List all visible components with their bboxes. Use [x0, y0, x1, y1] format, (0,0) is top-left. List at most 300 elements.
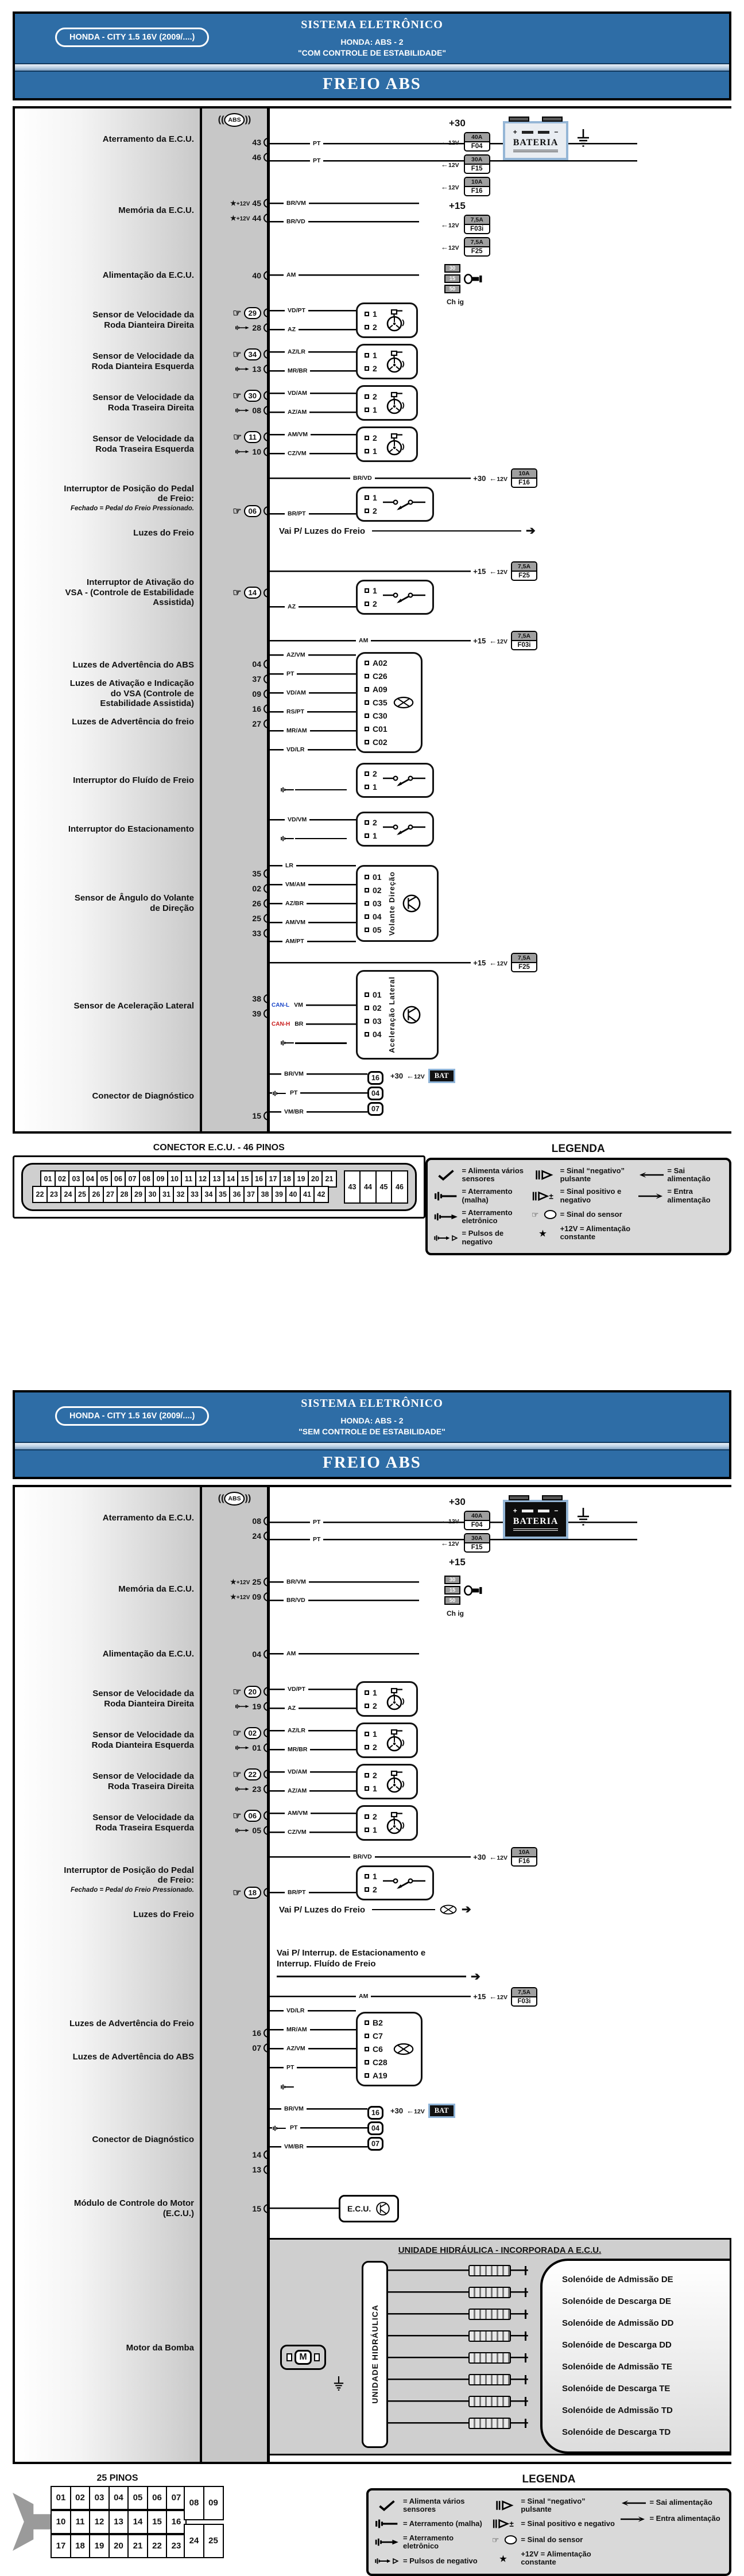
switch-icon: [383, 590, 425, 605]
sai-12v-arrow: ← 12V: [489, 959, 507, 967]
cluster-wires: [270, 2004, 356, 2094]
entra-arrow-icon: ➔: [526, 525, 536, 537]
entra-arrow-icon: ➔: [462, 1903, 471, 1916]
wire: AZ/LR: [270, 346, 356, 359]
diag-pin: 04: [367, 1087, 383, 1100]
wire-am: AM: [270, 268, 419, 283]
const-12v-icon: ★ +12V: [230, 1593, 250, 1601]
label-luzes-freio: Luzes do Freio: [133, 527, 194, 538]
pin-socket-icon: [264, 506, 269, 515]
earth-ground-icon: [333, 2376, 344, 2391]
ecu-pins-angulo: [202, 856, 270, 951]
connector-row-1: [51, 2486, 185, 2510]
ecu-pin-sinal: ☞ 02: [204, 1725, 267, 1740]
pin-square-icon: [365, 1032, 369, 1037]
pin-square-icon: [365, 740, 369, 744]
diag-pin: 16: [367, 1071, 383, 1085]
connector-pin: 14: [223, 1170, 239, 1188]
legend-item: = Entra alimentação: [638, 1188, 723, 1204]
pin-square-icon: [365, 1732, 369, 1736]
legend-icon: [433, 1190, 459, 1202]
ecu-pin-terra: 01: [204, 1740, 267, 1755]
legend: LEGENDA = Alimenta vários sensores = Aterramento (malha) = Aterramento eletrônico = Pulsos de negativo = Sinal “negativo” pulsante = Sinal positivo e negativo = Sinal do sensor +12V = Alimentação constante = Sai alimentação = Entra alimentação: [366, 2473, 731, 2576]
fuse-row: [441, 154, 490, 174]
ecu-pin: 16: [204, 2026, 267, 2040]
sensor-pins: 2 1: [365, 392, 377, 414]
connector-side-top: [184, 2486, 222, 2520]
ecu-pins-vsa: [202, 557, 270, 629]
solenoid-coils: [388, 2259, 540, 2454]
ign-terminal-30: 30: [444, 1576, 460, 1584]
wheel-sensor-icon: [383, 1687, 409, 1710]
fuse-f25: 7,5A F25: [511, 561, 537, 581]
connector-pin: 45: [375, 1170, 393, 1204]
pin-square-icon: [365, 449, 369, 453]
solenoid-names-panel: [540, 2259, 730, 2454]
legend-item: = Aterramento (malha): [374, 2518, 487, 2530]
wire-pt: PT: [270, 2121, 367, 2135]
diagnostic-connector-pins: [367, 1069, 383, 1118]
solenoid-name: Solenóide de Admissão TE: [562, 2362, 672, 2372]
wire-pt: PT: [270, 1532, 637, 1547]
wire-pt: PT: [270, 136, 637, 151]
legend-item: = Sinal “negativo” pulsante: [532, 1167, 634, 1184]
pin-square-icon: [365, 1690, 369, 1695]
pin-socket-icon: [264, 199, 269, 208]
wire: AZ/LR: [270, 1724, 356, 1738]
wire: VD/PT: [270, 304, 356, 318]
ecu-pin: ★ +12V 44: [204, 211, 267, 226]
wire-endcap: [525, 2266, 526, 2275]
legend-item: = Sinal positivo e negativo: [532, 1188, 634, 1204]
pin-square-icon: [365, 1874, 369, 1879]
page-title: SISTEMA ELETRÔNICO: [301, 18, 443, 31]
earth-ground-icon: [576, 1508, 590, 1526]
label-sensor-velocidade: Sensor de Velocidade da Roda Dianteira Esquerda: [13, 341, 202, 382]
pin-square-icon: [365, 509, 369, 513]
pin-square-icon: [365, 727, 369, 731]
wire: AM/PT: [270, 934, 356, 948]
ecu-pin: 24: [204, 1528, 267, 1543]
fuse-row: [441, 215, 490, 234]
wire-brvd: BR/VD +30 ← 12V 10A F16: [270, 471, 540, 486]
wire-brvd: BR/VD +30 ← 12V 10A F16: [270, 1849, 540, 1864]
pin-square-icon: [365, 312, 369, 316]
solenoid-coil-icon: [468, 2352, 511, 2364]
pin-square-icon: [365, 2020, 369, 2025]
sai-12v-arrow: ← 12V: [406, 2106, 425, 2115]
hand-signal-icon: ☞: [232, 1810, 242, 1821]
ecu-pins-fluido: [202, 759, 270, 802]
sai-12v-arrow: ← 12V: [489, 567, 507, 576]
ecu-pin: 27: [204, 716, 267, 731]
connector-side-bottom: [184, 2524, 222, 2558]
header-stripe: [15, 63, 729, 72]
pin-square-icon: [365, 1828, 369, 1832]
solenoid-coil-icon: [468, 2330, 511, 2342]
ecu-pin-terra: 23: [204, 1782, 267, 1797]
vai-luzes-freio: Vai P/ Luzes do Freio ➔: [277, 525, 731, 537]
legend-item: = Entra alimentação: [621, 2513, 723, 2525]
wire-line: [277, 1976, 466, 1977]
ecu-pin-terra: 19: [204, 1699, 267, 1714]
ground-malha-icon: [280, 2083, 295, 2091]
engine-ecu-box: E.C.U.: [339, 2195, 399, 2222]
connector-pin: 32: [173, 1186, 188, 1203]
label-vsa: Interruptor de Ativação do VSA - (Controle de Estabilidade Assistida): [13, 557, 202, 629]
pump-motor: [280, 2345, 326, 2370]
circuit-sensor: [270, 341, 731, 382]
legend-item: = Sinal do sensor: [532, 1209, 634, 1220]
hydraulic-heading: UNIDADE HIDRÁULICA - INCORPORADA A E.C.U.: [398, 2245, 602, 2255]
pin-socket-icon: [264, 1531, 269, 1541]
solenoid-name: Solenóide de Descarga TD: [562, 2427, 671, 2437]
bus-30: +30: [449, 118, 466, 129]
entra-arrow-icon: ➔: [471, 1970, 480, 1983]
fuse: 40A F04: [464, 1511, 490, 1530]
wheel-speed-sensor: [356, 344, 418, 379]
pin-socket-icon: [264, 1111, 269, 1120]
ecu-pin: 37: [204, 672, 267, 686]
brake-pedal-switch: 1 2: [356, 487, 434, 522]
can-h-label: CAN-H: [270, 1021, 292, 1027]
wire-az: AZ: [270, 600, 356, 614]
connector-pin: 16: [251, 1170, 267, 1188]
wire-endcap: [525, 2288, 526, 2297]
pin-socket-icon: [264, 391, 269, 400]
circuit-fluido: [270, 759, 731, 802]
pin-square-icon: [365, 1006, 369, 1010]
wire-brvd: BR/VD: [270, 1593, 419, 1608]
wire-vdvm: VD/VM: [270, 813, 356, 827]
connector-pin: 08: [184, 2486, 204, 2520]
abs-ecu-badge: (( ABS )): [218, 1492, 251, 1506]
fuse-row: [441, 177, 490, 196]
wire: VD/LR: [270, 2004, 356, 2018]
circuit-estacionamento: [270, 802, 731, 856]
pin-square-icon: [365, 1745, 369, 1749]
sensor-pins: 1 2: [365, 351, 377, 373]
connector-pin: 13: [209, 1170, 224, 1188]
diag-pin: 07: [367, 1102, 383, 1116]
connector-pin: 10: [51, 2510, 71, 2534]
ecu-pins-luzes: [202, 629, 270, 759]
sensor-chip-icon: [402, 1005, 421, 1025]
ecu-pin: 13: [204, 2162, 267, 2177]
connector-pin: 40: [285, 1186, 301, 1203]
connector-pin: 09: [203, 2486, 224, 2520]
wire: MR/AM: [270, 2023, 356, 2037]
ecu-pin-canh: 39: [204, 1006, 267, 1021]
ecu-pin-terra: 28: [204, 320, 267, 335]
label-sensor-velocidade: Sensor de Velocidade da Roda Traseira Esquerda: [13, 424, 202, 465]
legend-icon: [638, 1169, 664, 1181]
motor-terminal: [286, 2353, 292, 2361]
fuse-callout: +15 ← 12V 7,5A F03i: [471, 631, 540, 650]
connector-pin: 39: [272, 1186, 287, 1203]
legend-icon: [492, 2534, 517, 2546]
section-banner: FREIO ABS: [323, 1453, 421, 1472]
battery-terminal: [509, 117, 529, 122]
fuse: 30A F15: [464, 1533, 490, 1553]
fuse: 40A F04: [464, 132, 490, 152]
ecu-pin: 40: [204, 268, 267, 283]
sensor-wires: [270, 428, 356, 461]
wire-brvm: BR/VM: [270, 1574, 419, 1589]
sensor-wires: [270, 346, 356, 378]
fuse: 30A F15: [464, 154, 490, 174]
pump-motor-zone: [270, 2259, 362, 2454]
connector-pin: 13: [108, 2510, 129, 2534]
pin-square-icon: [365, 353, 369, 358]
legend-item: = Sinal do sensor: [492, 2534, 616, 2546]
wire-line: [295, 789, 347, 791]
ecu-pin-sinal: ☞ 06: [204, 503, 267, 518]
ecu-pin: 04: [204, 1647, 267, 1662]
ecu-pin: 15: [204, 1108, 267, 1123]
switch-icon: [383, 773, 425, 788]
connector-row-2: [32, 1186, 336, 1203]
pin-square-icon: [365, 1773, 369, 1778]
motor-terminal: [314, 2353, 320, 2361]
legend-icon: [621, 2513, 646, 2525]
wire: PT: [270, 667, 356, 681]
circuit-vsa: [270, 557, 731, 629]
solenoid-name: Solenóide de Descarga DD: [562, 2340, 672, 2350]
fuse-callout: +30 ← 12V 10A F16: [471, 468, 540, 488]
legend-icon: [492, 2552, 517, 2564]
pin-square-icon: [365, 495, 369, 500]
wire-loop: [270, 955, 540, 970]
header-stripe: [15, 1442, 729, 1450]
ecu-pin: 08: [204, 1514, 267, 1528]
sai-12v-arrow: ← 12V: [489, 1853, 507, 1861]
wire: MR/BR: [270, 1743, 356, 1757]
ignition-label: Ch ig: [447, 1609, 464, 1617]
solenoid-coil-row: [388, 2282, 540, 2303]
ecu-pin: 09: [204, 686, 267, 701]
pin-square-icon: [365, 602, 369, 606]
ignition-key-icon: [464, 1585, 483, 1596]
label-aceleracao: Sensor de Aceleração Lateral: [13, 951, 202, 1062]
pin-socket-icon: [264, 1826, 269, 1835]
sai-12v-arrow: ← 12V: [441, 1516, 459, 1525]
wire: AZ/VM: [270, 648, 356, 662]
hydraulic-unit-box: UNIDADE HIDRÁULICA: [362, 2261, 388, 2448]
fuse-f03i: 7,5A F03i: [511, 631, 537, 650]
pin-socket-icon: [264, 2028, 269, 2038]
fuse-f03i: 7,5A F03i: [511, 1987, 537, 2007]
ground-malha-icon: [280, 1039, 295, 1047]
legend-item: = Sai alimentação: [638, 1167, 723, 1184]
pin-socket-icon: [264, 1888, 269, 1897]
legend-item: +12V = Alimentação constante: [492, 2550, 616, 2567]
sensor-pins: 1 2: [365, 309, 377, 332]
ecu-pins-alimentacao: [202, 251, 270, 300]
pedal-switch-row: [270, 487, 731, 522]
hand-signal-icon: ☞: [232, 505, 242, 517]
connector-pin: 19: [89, 2534, 110, 2558]
page2-header: [13, 1390, 731, 1479]
connector-pin: 46: [391, 1170, 408, 1204]
connector-pin: 37: [243, 1186, 259, 1203]
wheel-sensor-icon: [383, 309, 409, 332]
const-12v-icon: ★ +12V: [230, 214, 250, 222]
legend-item: = Aterramento (malha): [433, 1188, 527, 1204]
wire: PT: [270, 2061, 356, 2075]
solenoid-coil-icon: [468, 2418, 511, 2429]
connector-pin: 03: [89, 2486, 110, 2510]
solenoid-coil-icon: [468, 2309, 511, 2320]
ecu-pin-terra: 10: [204, 444, 267, 459]
wire: MR/AM: [270, 724, 356, 738]
solenoid-coil-icon: [468, 2396, 511, 2407]
pin-socket-icon: [264, 1009, 269, 1018]
legend-icon: [374, 2518, 400, 2530]
ecu-pin: ★ +12V 09: [204, 1589, 267, 1604]
connector-pin: 22: [32, 1186, 48, 1203]
pin-socket-icon: [264, 350, 269, 359]
ground-malha-icon: [280, 786, 295, 794]
solenoid-coil-row: [388, 2325, 540, 2347]
pin-square-icon: [365, 1814, 369, 1819]
battery-mini: BAT: [428, 2104, 455, 2118]
wheel-speed-sensor: [356, 385, 418, 421]
connector-pin: 24: [60, 1186, 76, 1203]
connector-pin: 05: [96, 1170, 112, 1188]
connector-pin: 30: [145, 1186, 160, 1203]
pin-socket-icon: [264, 1811, 269, 1820]
ecu-pins-sensor: [202, 300, 270, 341]
pin-square-icon: [365, 785, 369, 789]
connector-pin: 28: [117, 1186, 132, 1203]
connector-pin: 36: [229, 1186, 245, 1203]
label-luzes-freio: Luzes do Freio: [133, 1909, 194, 1919]
label-estacionamento: Interruptor do Estacionamento: [13, 802, 202, 856]
sai-12v-arrow: ← 12V: [441, 138, 459, 146]
solenoid-coil-icon: [468, 2265, 511, 2276]
connector-pin: 02: [55, 1170, 70, 1188]
connector-pin: 11: [181, 1170, 196, 1188]
battery: [503, 121, 569, 160]
ecu-pin-terra: 13: [204, 362, 267, 377]
wheel-sensor-icon: [383, 1811, 409, 1834]
ecu-pin: 43: [204, 135, 267, 150]
label-sensor-velocidade: Sensor de Velocidade da Roda Traseira Direita: [13, 382, 202, 424]
connector-pin: 08: [139, 1170, 154, 1188]
connector-pin: 43: [344, 1170, 361, 1204]
ecu-pin-terra: 05: [204, 1823, 267, 1838]
wire-am-top: AM +15 ← 12V 7,5A F03i: [270, 633, 540, 648]
sai-12v-arrow: ← 12V: [489, 1992, 507, 2001]
bus-15: +15: [449, 200, 466, 211]
hand-signal-icon: ☞: [232, 1686, 242, 1697]
pin-square-icon: [365, 833, 369, 838]
circuit-pedal: [270, 465, 731, 557]
legend-item: = Sinal “negativo” pulsante: [492, 2497, 616, 2514]
wire-brvm: BR/VM: [270, 1068, 367, 1081]
pin-socket-icon: [264, 994, 269, 1003]
wire-endcap: [525, 2353, 526, 2362]
ecu-pins-memoria: [202, 170, 270, 251]
ecu-pin-terra: 08: [204, 403, 267, 418]
motor-icon: M: [294, 2350, 312, 2365]
solenoid-coil-row: [388, 2391, 540, 2412]
diag-wires: [270, 2102, 367, 2154]
pin-square-icon: [365, 700, 369, 705]
wheel-speed-sensor: [356, 426, 418, 462]
wire-line: [372, 530, 521, 532]
connector-pin: 17: [265, 1170, 281, 1188]
parking-brake-switch: 2 1: [356, 812, 434, 847]
instrument-cluster: B2 C7 C6 C28 A19: [356, 2012, 423, 2086]
wire: CZ/VM: [270, 1826, 356, 1840]
sensor-wires: [270, 387, 356, 420]
label-luzes: Luzes de Advertência do ABS Luzes de Ativação e Indicação do VSA (Controle de Estabilidade Assistida) Luzes de Advertência do freio: [13, 629, 202, 759]
ecu-pin-sinal: ☞ 20: [204, 1684, 267, 1699]
solenoid-name: Solenóide de Admissão DD: [562, 2318, 674, 2328]
wire-brpt: BR/PT: [270, 507, 356, 521]
connector-pin: 14: [127, 2510, 148, 2534]
connector-pin: 35: [215, 1186, 231, 1203]
connector-tab: [13, 2490, 51, 2554]
wire-brvd: BR/VD: [270, 214, 419, 229]
pin-square-icon: [365, 2047, 369, 2051]
ecu-pins-pedal: [202, 465, 270, 557]
circuit-angulo: [270, 856, 731, 951]
pin-socket-icon: [264, 2165, 269, 2174]
pin-socket-icon: [264, 588, 269, 598]
circuit-sensor: [270, 424, 731, 465]
wheel-speed-sensor: [356, 302, 418, 338]
solenoid-name: Solenóide de Descarga TE: [562, 2384, 671, 2393]
ecu-pin: 46: [204, 150, 267, 165]
ground-malha-icon: [280, 835, 295, 843]
sai-12v-arrow: ← 12V: [441, 220, 459, 229]
connector-pin: 38: [257, 1186, 273, 1203]
wire-line: [295, 1042, 347, 1044]
sai-12v-arrow: ← 12V: [441, 183, 459, 191]
pin-socket-icon: [264, 1728, 269, 1737]
legend-icon: [374, 2500, 400, 2511]
legend-item: +12V = Alimentação constante: [532, 1225, 634, 1242]
pin-socket-icon: [264, 1592, 269, 1601]
sai-12v-arrow: ← 12V: [406, 1072, 425, 1080]
electronic-ground-icon: [235, 1702, 250, 1710]
hand-signal-icon: ☞: [232, 390, 242, 401]
ecu-chip-icon: [375, 2201, 390, 2216]
connector-pin: 21: [321, 1170, 337, 1188]
wire: RS/PT: [270, 705, 356, 719]
wire-loop: [270, 564, 540, 579]
page-title: SISTEMA ELETRÔNICO: [301, 1397, 443, 1410]
connector-pin: 12: [89, 2510, 110, 2534]
ecu-pin-sinal: ☞ 06: [204, 1808, 267, 1823]
legend-item: = Pulsos de negativo: [374, 2555, 487, 2567]
pin-square-icon: [365, 888, 369, 893]
pin-socket-icon: [264, 1577, 269, 1586]
pin-square-icon: [365, 901, 369, 906]
power-supply-cluster: [441, 1495, 711, 1617]
circuit-sensor: [270, 382, 731, 424]
instrument-cluster: A02 C26 A09 C35 C30 C01 C02: [356, 652, 423, 753]
pin-socket-icon: [264, 719, 269, 728]
legend-icon: [433, 1169, 459, 1181]
pin-socket-icon: [264, 674, 269, 684]
diag-pin: 16: [367, 2106, 383, 2120]
wire-pt: PT: [270, 153, 637, 168]
connector-pin: 42: [313, 1186, 329, 1203]
